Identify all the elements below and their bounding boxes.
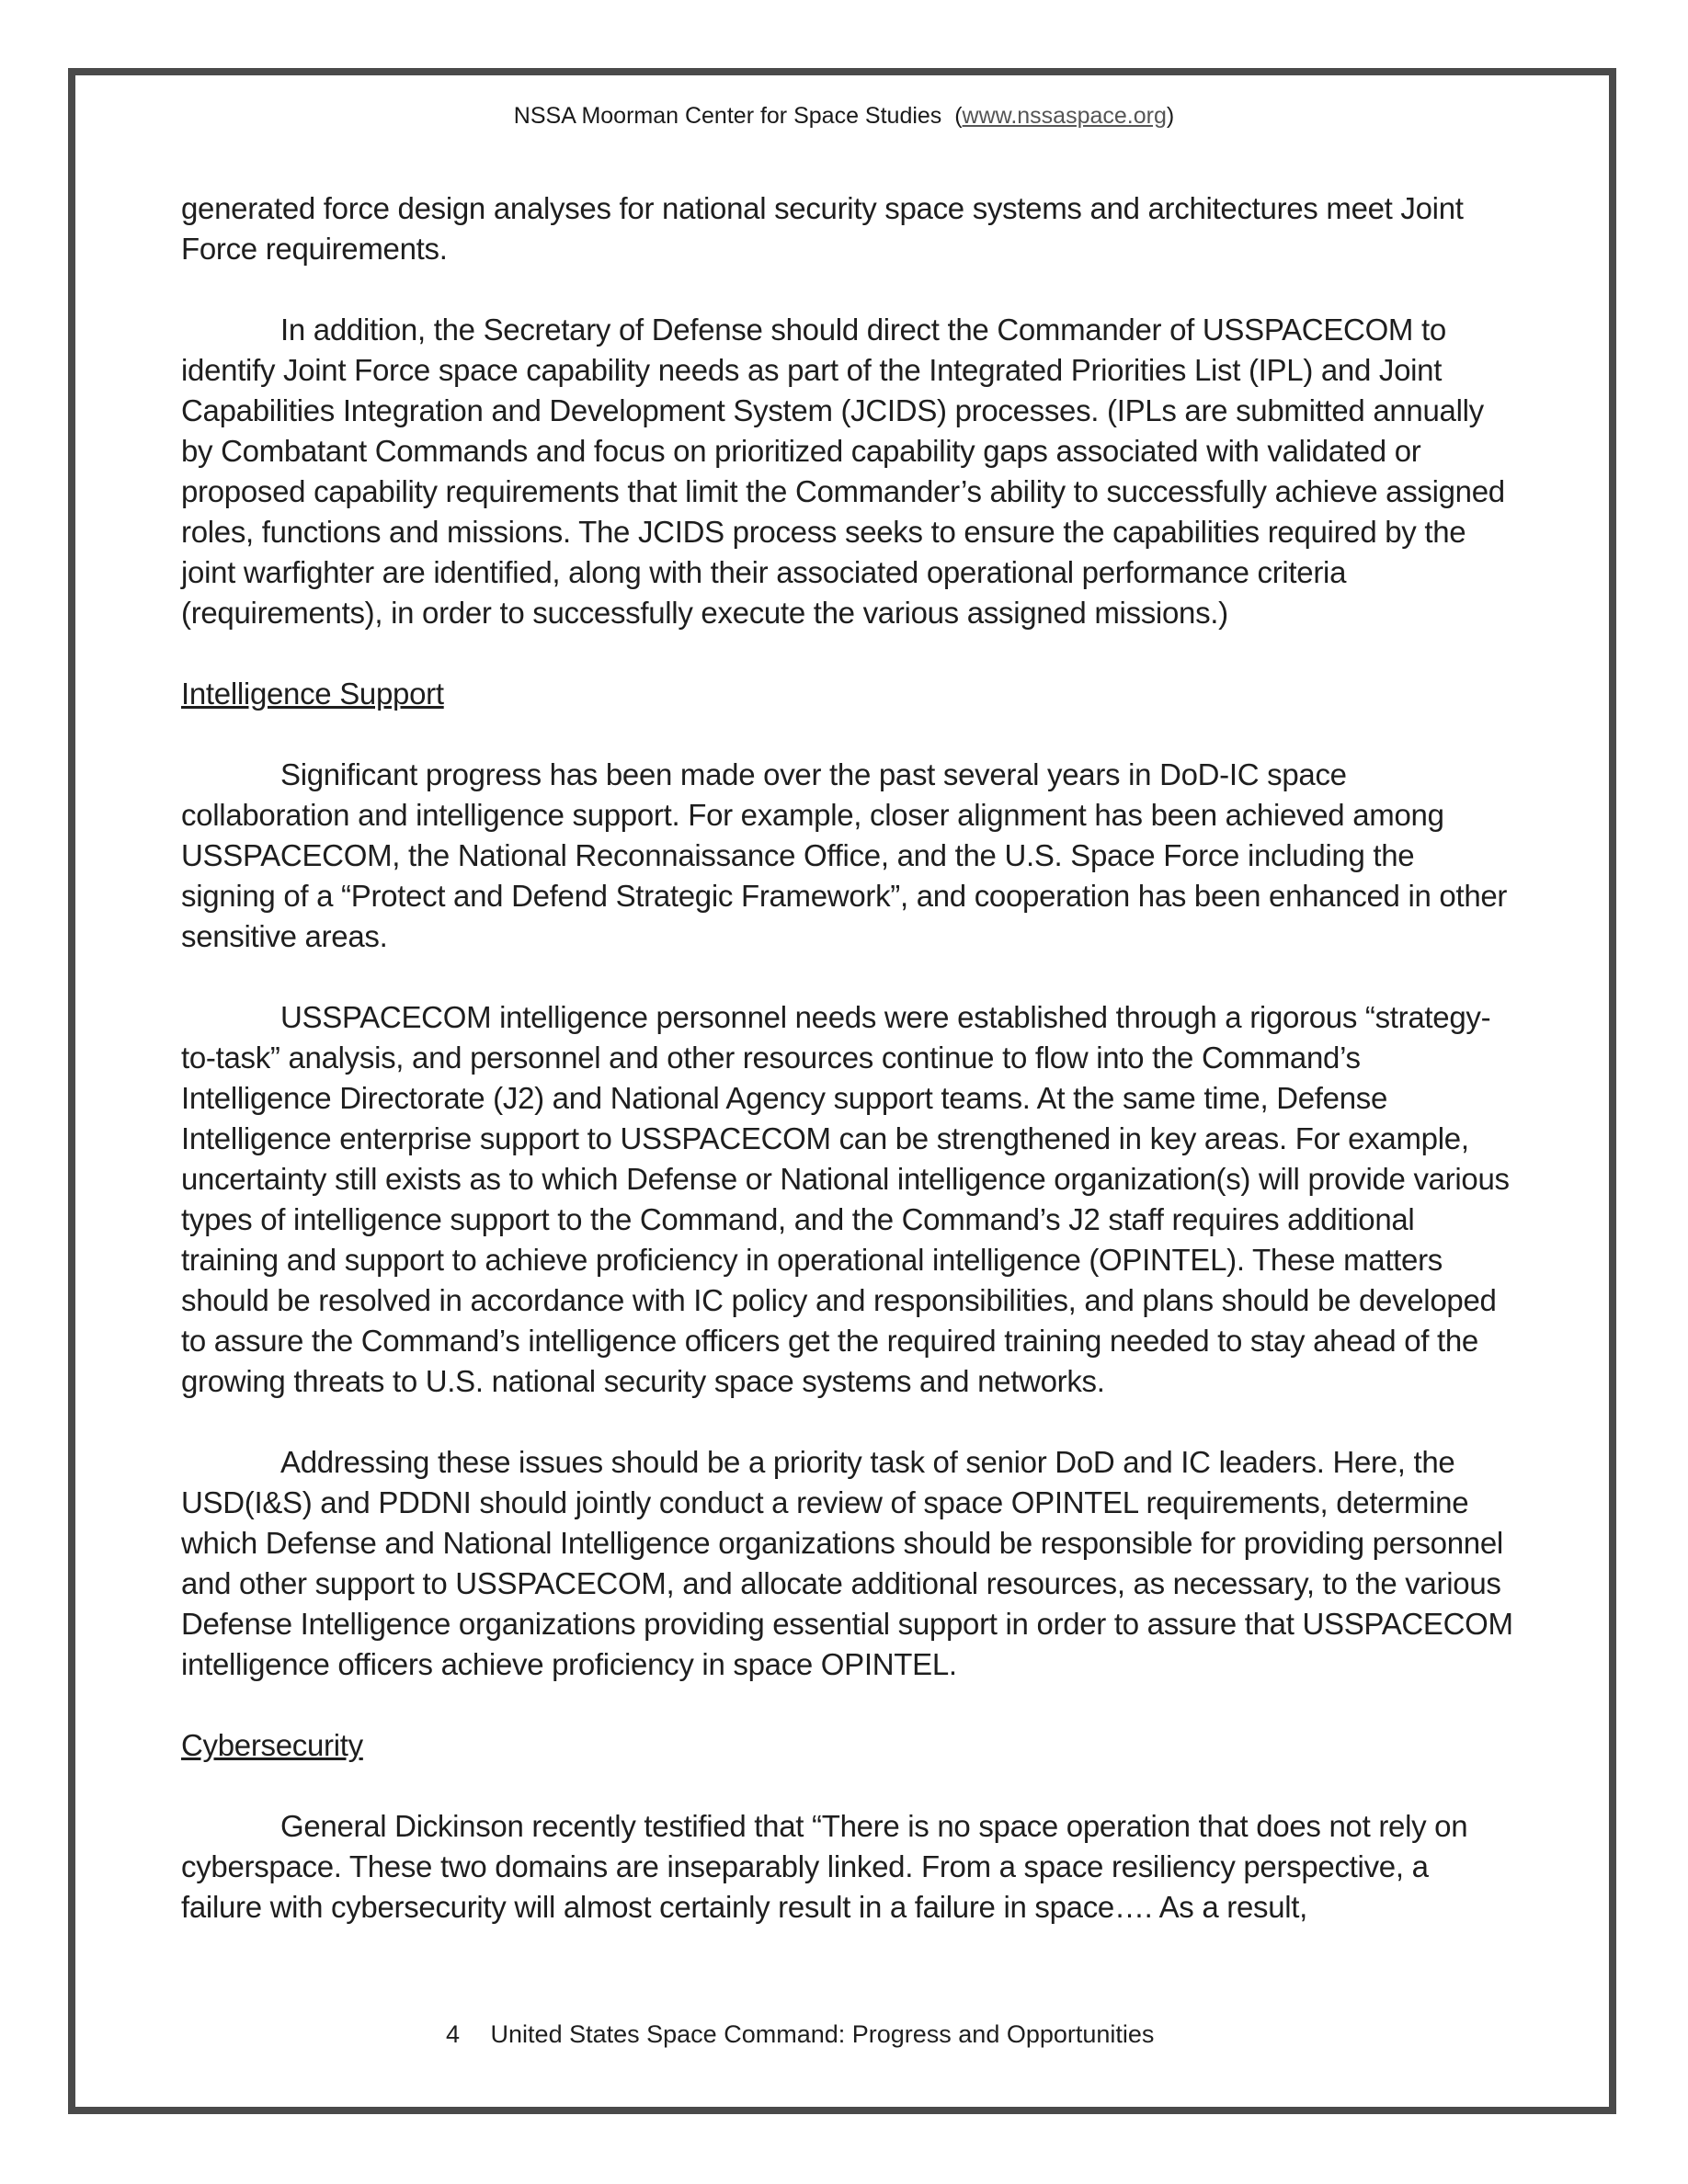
document-body [181, 188, 1514, 1928]
page-footer [446, 2019, 1154, 2050]
paragraph-dickinson: General Dickinson recently testified that “There is no space operation that does not rely on cyberspace. These two domains are inseparably linked. From a space resiliency perspective, a failure with cybersecurity will almost certainly result in a failure in space…. As a result, [181, 1809, 1468, 1924]
header-paren-close: ) [1166, 103, 1175, 129]
header-link[interactable]: www.nssaspace.org [962, 103, 1167, 129]
heading-cybersecurity: Cybersecurity [181, 1728, 363, 1762]
heading-intelligence-support: Intelligence Support [181, 677, 444, 711]
paragraph-progress: Significant progress has been made over the past several years in DoD-IC space collaboration and intelligence support. For example, closer alignment has been achieved among USSPACECOM, the National Reconnaissance Office, and the U.S. Space Force including the signing of a “Protect and Defend Strategic Framework”, and cooperation has been enhanced in other sensitive areas. [181, 757, 1508, 953]
header-org: NSSA Moorman Center for Space Studies [513, 103, 942, 129]
page-header [0, 101, 1688, 131]
paragraph-personnel: USSPACECOM intelligence personnel needs were established through a rigorous “strategy-to-task” analysis, and personnel and other resources continue to flow into the Command’s Intelligence Directorate (J2) and National Agency support teams. At the same time, Defense Intelligence enterprise support to USSPACECOM can be strengthened in key areas. For example, uncertainty still exists as to which Defense or National intelligence organization(s) will provide various types of intelligence support to the Command, and the Command’s J2 staff requires additional training and support to achieve proficiency in operational intelligence (OPINTEL). These matters should be resolved in accordance with IC policy and responsibilities, and plans should be developed to assure the Command’s intelligence officers get the required training needed to stay ahead of the growing threats to U.S. national security space systems and networks. [181, 1000, 1510, 1398]
header-paren-open: ( [954, 103, 963, 129]
page-number: 4 [446, 2020, 461, 2048]
paragraph-continuation: generated force design analyses for national security space systems and architectures meet Joint Force requirements. [181, 191, 1464, 266]
paragraph-ipl-jcids: In addition, the Secretary of Defense should direct the Commander of USSPACECOM to identify Joint Force space capability needs as part of the Integrated Priorities List (IPL) and Joint Capabilities Integration and Development System (JCIDS) processes. (IPLs are submitted annually by Combatant Commands and focus on prioritized capability gaps associated with validated or proposed capability requirements that limit the Commander’s ability to successfully achieve assigned roles, functions and missions. The JCIDS process seeks to ensure the capabilities required by the joint warfighter are identified, along with their associated operational performance criteria (requirements), in order to successfully execute the various assigned missions.) [181, 313, 1505, 630]
footer-title: United States Space Command: Progress and Opportunities [490, 2020, 1155, 2048]
paragraph-priority-task: Addressing these issues should be a priority task of senior DoD and IC leaders. Here, the USD(I&S) and PDDNI should jointly conduct a review of space OPINTEL requirements, determine which Defense and National Intelligence organizations should be responsible for providing personnel and other support to USSPACECOM, and allocate additional resources, as necessary, to the various Defense Intelligence organizations providing essential support in order to assure that USSPACECOM intelligence officers achieve proficiency in space OPINTEL. [181, 1445, 1513, 1681]
